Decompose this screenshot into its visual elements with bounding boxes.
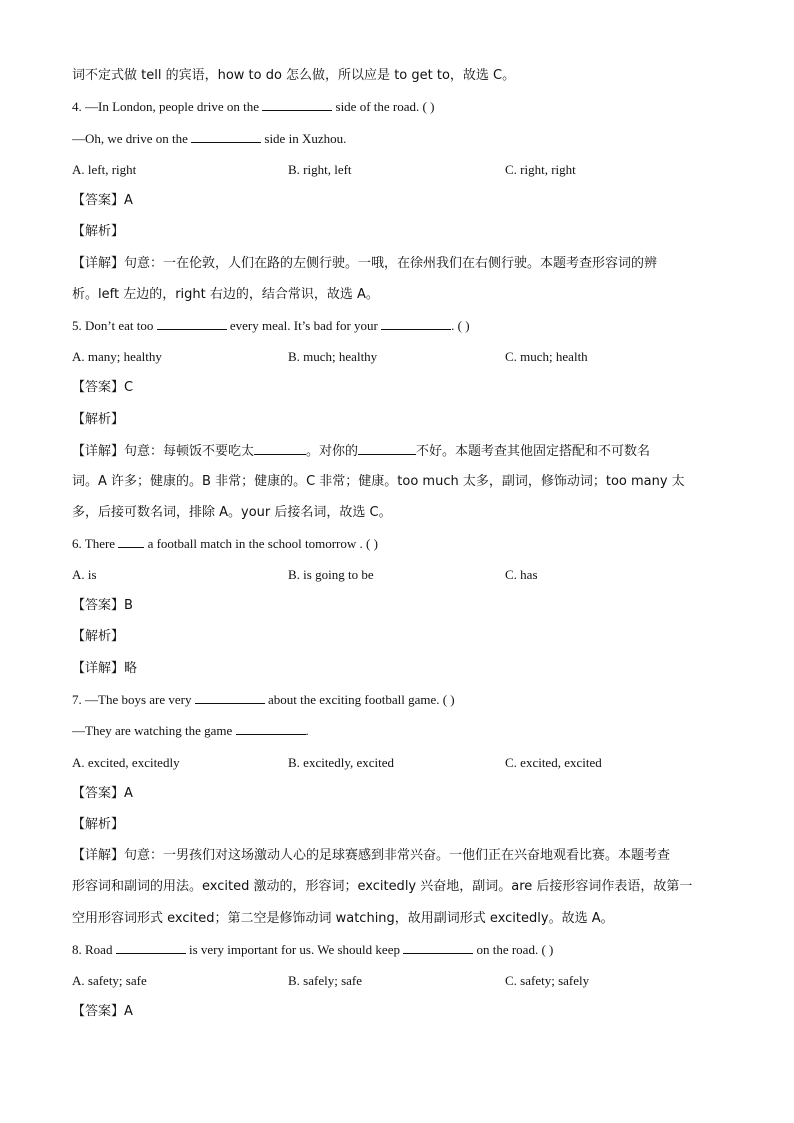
analysis-label: 【解析】 (72, 629, 125, 644)
answer-label: 【答案】C (72, 380, 134, 395)
question-4-options (72, 160, 752, 180)
analysis-label: 【解析】 (72, 224, 125, 239)
option-c: C. much; health (505, 349, 588, 364)
detail-text: 词。A 许多；健康的。B 非常；健康的。C 非常；健康。too much 太多，副词，修饰动词；too many 太 (72, 474, 685, 489)
option-c: C. excited, excited (505, 755, 602, 770)
answer-blank (118, 534, 144, 548)
answer-label: 【答案】A (72, 786, 133, 801)
detail-text: 空用形容词形式 excited；第二空是修饰动词 watching，故用副词形式 excitedly。故选 A。 (72, 911, 614, 926)
detail-text: 析。left 左边的，right 右边的，结合常识，故选 A。 (72, 287, 379, 302)
detail-text: 【详解】句意：每顿饭不要吃太 。对你的 不好。本题考查其他固定搭配和不可数名 (72, 441, 734, 462)
detail-text: 【详解】略 (72, 661, 138, 676)
option-b: B. safely; safe (288, 973, 363, 988)
option-c: C. has (505, 567, 538, 582)
detail-text: 【详解】句意：一男孩们对这场激动人心的足球赛感到非常兴奋。一他们正在兴奋地观看比赛。本题考查 (72, 848, 671, 863)
option-a: A. is (72, 567, 97, 582)
question-5-options (72, 347, 752, 367)
option-a: A. excited, excitedly (72, 755, 180, 770)
question-5-line-1: 5. Don’t eat too every meal. It’s bad for your . ( ) (72, 318, 470, 333)
answer-blank (403, 940, 473, 954)
option-b: B. is going to be (288, 567, 374, 582)
question-4-line-2: —Oh, we drive on the side in Xuzhou. (72, 131, 347, 146)
question-6-line-1: 6. There a football match in the school tomorrow . ( ) (72, 536, 378, 551)
answer-blank (157, 316, 227, 330)
question-7-line-2: —They are watching the game . (72, 723, 309, 738)
question-8-options (72, 971, 752, 991)
answer-label: 【答案】A (72, 1004, 133, 1019)
answer-blank (381, 316, 451, 330)
detail-text: 多，后接可数名词，排除 A。your 后接名词，故选 C。 (72, 505, 392, 520)
question-4-line-1: 4. —In London, people drive on the side of the road. ( ) (72, 99, 435, 114)
question-7-options (72, 753, 752, 773)
analysis-label: 【解析】 (72, 412, 125, 427)
detail-text: 形容词和副词的用法。excited 激动的，形容词；excitedly 兴奋地，副词。are 后接形容词作表语，故第一 (72, 879, 693, 894)
question-7-line-1: 7. —The boys are very about the exciting football game. ( ) (72, 692, 455, 707)
answer-blank (262, 97, 332, 111)
explanation-prev-tail: 词不定式做 tell 的宾语，how to do 怎么做，所以应是 to get to，故选 C。 (72, 68, 516, 83)
answer-blank (191, 129, 261, 143)
analysis-label: 【解析】 (72, 817, 125, 832)
option-b: B. much; healthy (288, 349, 378, 364)
option-a: A. safety; safe (72, 973, 147, 988)
question-6-options (72, 565, 752, 585)
option-c: C. right, right (505, 162, 576, 177)
answer-blank (254, 441, 306, 455)
question-8-line-1: 8. Road is very important for us. We should keep on the road. ( ) (72, 942, 554, 957)
detail-text: 【详解】句意：一在伦敦，人们在路的左侧行驶。一哦，在徐州我们在右侧行驶。本题考查形容词的辨 (72, 256, 658, 271)
answer-label: 【答案】B (72, 598, 133, 613)
option-b: B. right, left (288, 162, 352, 177)
answer-blank (195, 690, 265, 704)
option-a: A. left, right (72, 162, 137, 177)
option-c: C. safety; safely (505, 973, 590, 988)
answer-blank (236, 721, 306, 735)
option-a: A. many; healthy (72, 349, 162, 364)
answer-blank (358, 441, 416, 455)
answer-blank (116, 940, 186, 954)
answer-label: 【答案】A (72, 193, 133, 208)
option-b: B. excitedly, excited (288, 755, 395, 770)
